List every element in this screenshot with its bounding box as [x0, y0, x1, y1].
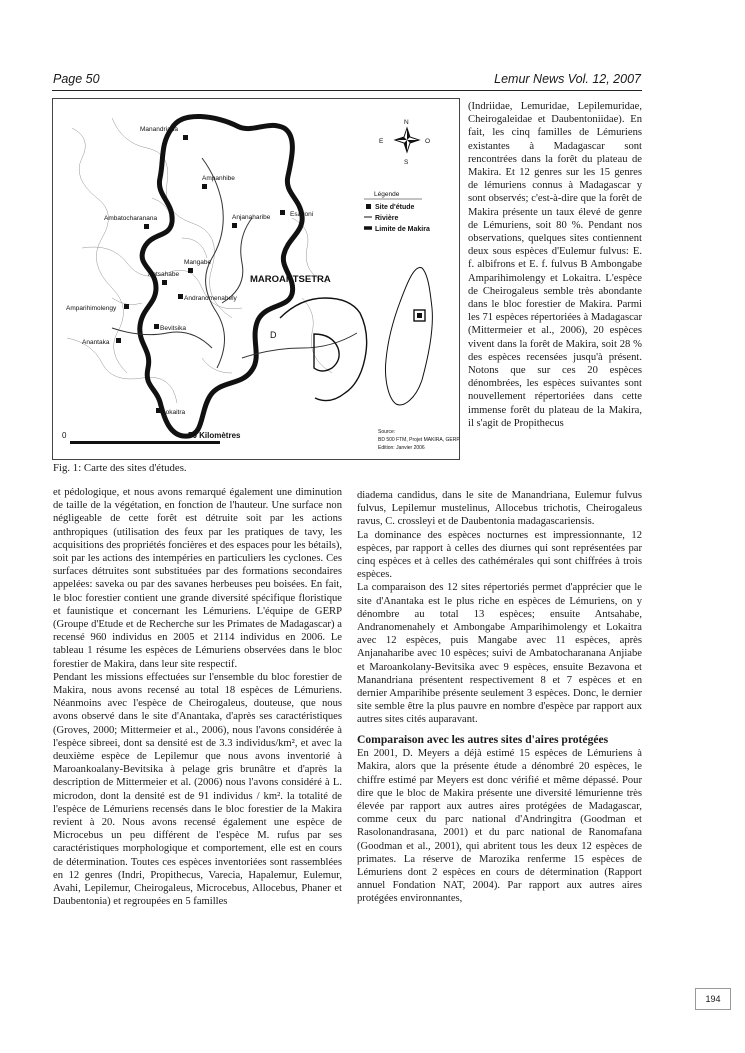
- site-marker-ambatocharanana: [144, 224, 149, 229]
- legend-title: Légende: [374, 191, 400, 198]
- page-header-left: Page 50: [53, 72, 100, 86]
- label-d: D: [270, 330, 277, 340]
- label-mangabe: Mangabe: [184, 259, 212, 266]
- site-marker-andranomenahely: [178, 294, 183, 299]
- svg-text:BD 500 FTM, Projet MAKIRA, GER: BD 500 FTM, Projet MAKIRA, GERP: [378, 437, 460, 443]
- page-number: 194: [705, 994, 721, 1004]
- label-anjanaharibe: Anjanaharibe: [232, 214, 271, 221]
- label-antsahabe: Antsahabe: [148, 271, 180, 278]
- column-right: [357, 489, 642, 906]
- compass-s: S: [404, 159, 409, 166]
- site-marker-manandriana: [183, 135, 188, 140]
- page-header-right: Lemur News Vol. 12, 2007: [494, 72, 641, 86]
- site-marker-bevitsika: [154, 324, 159, 329]
- compass-o: O: [425, 138, 431, 145]
- paragraph-left-1: et pédologique, et nous avons remarqué également une diminution de taille de la végétation, en fonction de l'hauteur. Une surface non négligeable de cette forêt est détruite soit par les actions anthropiques (utilisation des feux par les pratiques de tavy, les acquisitions des propriétés foncières et des espaces pour les bétails), soit par les actions des intempéries en particuliers les cyclones. Ces surfaces détruites sont substituées par des formations secondaires appelées: saveka ou par des savanes herbeuses peu boisées. En fait, le bloc forestier contient une grande diversité spécifique floristique et faunistique et concernant les Lémuriens. L'équipe de GERP (Groupe d'Etude et de Recherche sur les Primates de Madagascar) a recensé 960 individus en 2005 et 2114 individus en 2006. Le tableau 1 résume les espèces de Lémuriens observées dans le bloc forestier de Makira, dans leur site respectif.: [53, 487, 342, 670]
- svg-text:Edition: Janvier 2006: Edition: Janvier 2006: [378, 445, 425, 451]
- label-ampanhibe: Ampanhibe: [202, 175, 235, 182]
- legend-item-boundary: Limite de Makira: [375, 226, 430, 233]
- scale-label: 50 Kilomètres: [188, 431, 241, 440]
- compass-e: E: [379, 138, 384, 145]
- site-marker-anantaka: [116, 338, 121, 343]
- site-marker-lokaitra: [156, 408, 161, 413]
- paragraph-right-3: La comparaison des 12 sites répertoriés permet d'apprécier que le site d'Anantaka est le plus riche en espèces de Lémuriens, on y dénombre au total 13 espèces; ensuite Antsahabe, Andranomenahely et Ambongabe Amparihimolengy et Lokaitra avec 12 espèces, puis Mangabe avec 11 espèces, après Anjanaharibe avec 10 espèces; suivi de Ambatocharanana Anjiabe et Maroankolany-Bevitsika avec 9 espèces, ensuite Bezavona et Manandriana présentent respectivement 8 et 7 espèces et en dernier Amparihibe présente seulement 3 espèces. Donc, le dernier site semble être la plus pauvre en nombre d'espèce par rapport aux autres sites cités auparavant.: [357, 582, 642, 726]
- label-manandriana: Manandriana: [140, 126, 178, 133]
- site-marker-anjanaharibe: [232, 223, 237, 228]
- paragraph-right-2: La dominance des espèces nocturnes est impressionnante, 12 espèces, par rapport à celles des diurnes qui sont représentées par cinq espèces et à celles des cathémérales qui sont chiffrées à trois espèces.: [357, 529, 642, 581]
- label-lokaitra: Lokaitra: [162, 409, 186, 416]
- paragraph-right-4: En 2001, D. Meyers a déjà estimé 15 espèces de Lémuriens à Makira, alors que la présente étude a dénombré 20 espèces, le chiffre estimé par Meyers est donc vérifié et même dépassé. Pour dire que le bloc de Makira présente une diversité lémurienne très élevée par rapport aux autres aires protégées de Madagascar, comme ceux du parc national d'Andringitra (Goodman et Rasolonandrasana, 2001) et du parc national de Ranomafana (Goodman et al., 2001), qui abritent tous les deux 12 espèces de primates. La réserve de Marozika renferme 15 espèces de Lémuriens dont 2 espèces en cours de détermination (Rapport annuel Fondation NAT, 2004). Par rapport aux autres aires protégées environnantes,: [357, 748, 642, 905]
- legend-item-site: Site d'étude: [375, 204, 415, 211]
- column-right-top: [468, 100, 642, 430]
- site-marker-amparihimolengy: [124, 304, 129, 309]
- map-svg: [52, 98, 460, 460]
- legend-item-river: Rivière: [375, 215, 399, 222]
- paragraph-left-2: Pendant les missions effectuées sur l'ensemble du bloc forestier de Makira, nous avons recensé au total 18 espèces de Lémuriens. Néanmoins avec l'espèce de Cheirogaleus, douteuse, que nous avons observé dans le site d'Anantaka, d'après ses caractéristiques (Groves, 2000; Mittermeier et al., 2006), nous l'avons considérée à l'espèce sibreei, dont sa densité est de 3.3 individus/km², et avec la deuxième espèce de Lepilemur que nous avons inventorié à Maroankoalany-Bevitsika à pelage gris brunâtre et d'après la description de Mittermeier et al. (2006) nous l'avons considéré à L. microdon, dont la densité est de 91 individus / km². la totalité de l'espèce de Lémuriens recensés dans le bloc forestier de la Makira revient à 20. Nous avons recensé également une espèce de Microcebus un peu différent de l'espèce M. rufus par ses caractéristiques morphologique et comportement, elle est en cours de détermination. Toutes ces espèces inventoriées sont rassemblées en 12 genres (Indri, Propithecus, Varecia, Hapalemur, Eulemur, Avahi, Lepilemur, Cheirogaleus, Microcebus, Allocebus, Phaner et Daubentonia) et regroupées en 5 familles: [53, 671, 342, 908]
- compass-n: N: [404, 119, 409, 126]
- label-anantaka: Anantaka: [82, 339, 110, 346]
- column-left: [53, 486, 342, 909]
- svg-text:Source:: Source:: [378, 429, 396, 435]
- page-number-badge: [695, 988, 731, 1010]
- label-andranomenahely: Andranomenahely: [184, 295, 237, 302]
- label-maroantsetra: MAROANTSETRA: [250, 274, 331, 285]
- site-marker-mangabe: [188, 268, 193, 273]
- label-esavoni: Esavoni: [290, 211, 314, 218]
- legend-site-swatch: [366, 204, 371, 209]
- paragraph-right-top: (Indriidae, Lemuridae, Lepilemuridae, Cheirogaleidae et Daubentoniidae). En fait, les cinq familles de Lémuriens existantes à Madagascar sont rencontrées dans la forêt du plateau de Makira. Et 12 genres sur les 15 genres de lémuriens connus à Madagascar y sont observés; c'est-à-dire que la forêt de Makira présente un taux élevé de genre de Lémuriens, soit 80 %. Pendant nos observations, quelques sites contiennent deux sous espèces d'Eulemur fulvus: E. f. albifrons et E. f. fulvus B Ambongabe Amparihimolengy et Lokaitra. L'espèce de Cheirogaleus semble très abondante dans le bloc forestier de Makira. Parmi les 71 espèces répertoriées à Madagascar (Mittermeier et al., 2006), 20 espèces vivent dans la forêt de Makira, soit 28 % des espèces recensées jusqu'à présent. Notons que sur ces 20 espèces dénombrées, les espèces suivantes sont nouvellement répertoriées dans cette immense forêt du plateau de la Makira, il s'agit de Propithecus: [468, 101, 642, 429]
- header-rule: [52, 90, 642, 91]
- paragraph-right-1: diadema candidus, dans le site de Manandriana, Eulemur fulvus fulvus, Lepilemur mustelinus, Allocebus trichotis, Cheirogaleus ravus, C. crossleyi et de Daubentonia madagascariensis.: [357, 490, 642, 528]
- label-ambatocharanana: Ambatocharanana: [104, 215, 158, 222]
- figure-caption: Fig. 1: Carte des sites d'études.: [53, 462, 187, 474]
- label-bevitsika: Bevitsika: [160, 325, 187, 332]
- site-marker-ampanhibe: [202, 184, 207, 189]
- label-amparihimolengy: Amparihimolengy: [66, 305, 117, 312]
- site-marker-antsahabe: [162, 280, 167, 285]
- section-heading: Comparaison avec les autres sites d'aires protégées: [357, 732, 609, 746]
- site-marker-esavoni: [280, 210, 285, 215]
- scale-zero: 0: [62, 431, 67, 440]
- map-figure: [52, 98, 460, 460]
